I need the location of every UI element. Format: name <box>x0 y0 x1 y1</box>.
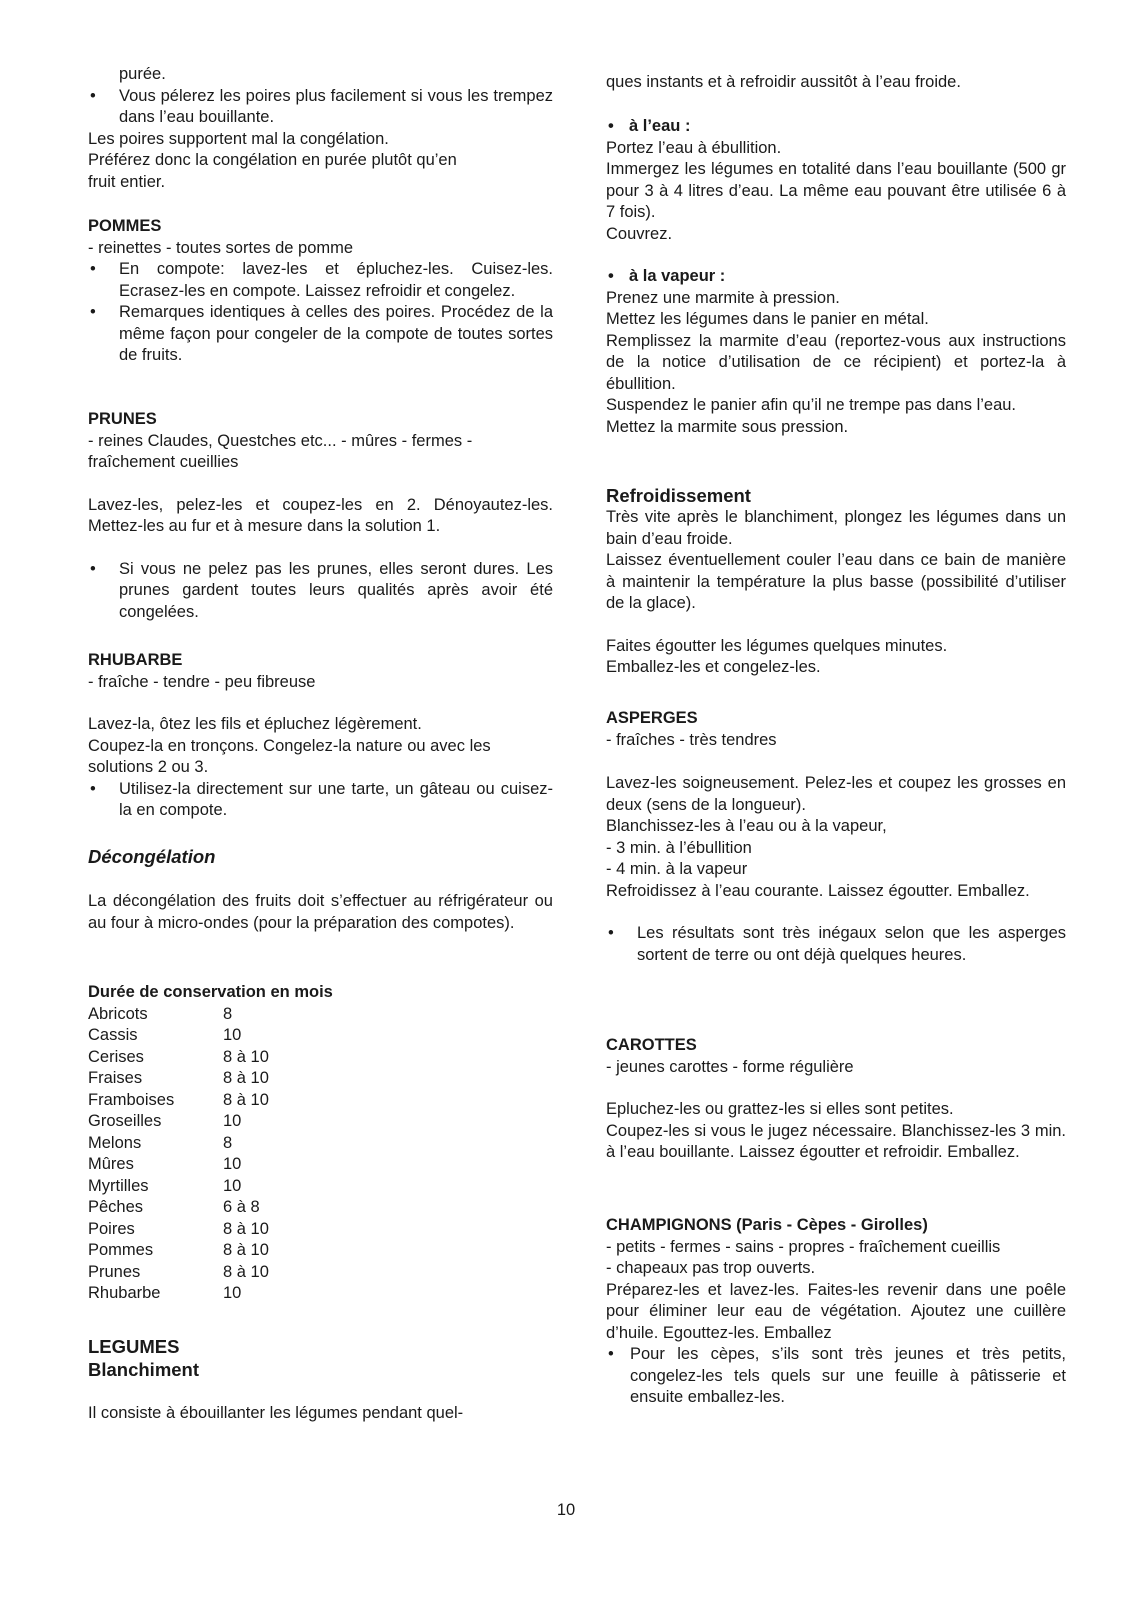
table-cell-fruit: Myrtilles <box>88 1176 149 1195</box>
table-cell-months: 10 <box>223 1176 242 1195</box>
paragraph: ques instants et à refroidir aussitôt à l’eau froide. <box>606 73 961 91</box>
table-cell-fruit: Pêches <box>88 1198 144 1216</box>
bullet-item: • Pour les cèpes, s’ils sont très jeunes et très petits, congelez-les tels quels sur une feuille à pâtisserie et ensuite emballez-les. <box>606 1344 1066 1409</box>
table-cell-fruit: Cassis <box>88 1026 138 1044</box>
subtitle: - petits - fermes - sains - propres - fraîchement cueillis <box>606 1237 1001 1256</box>
section-heading: Durée de conservation en mois <box>88 983 333 1001</box>
table-cell-months: 8 à 10 <box>223 1069 269 1087</box>
table-cell-fruit: Pommes <box>88 1241 154 1259</box>
paragraph: Coupez-les si vous le jugez nécessaire. Blanchissez-les 3 min. à l’eau bouillante. Laissez égoutter et refroidir. Emballez. <box>606 1121 1066 1161</box>
paragraph: Blanchissez-les à l’eau ou à la vapeur, <box>606 817 887 835</box>
table-cell-fruit: Groseilles <box>88 1112 162 1130</box>
table-cell-fruit: Framboises <box>88 1090 175 1109</box>
paragraph: Mettez les légumes dans le panier en métal. <box>606 310 929 328</box>
table-cell-fruit: Mûres <box>88 1155 134 1173</box>
paragraph: Il consiste à ébouillanter les légumes pendant quel- <box>88 1404 464 1422</box>
fruits-intro <box>88 64 553 193</box>
table-cell-months: 6 à 8 <box>223 1198 260 1216</box>
section-refroidissement <box>606 484 1066 679</box>
section-heading: LEGUMES <box>88 1336 180 1357</box>
paragraph: Refroidissez à l’eau courante. Laissez égoutter. Emballez. <box>606 881 1030 900</box>
paragraph: Lavez-les soigneusement. Pelez-les et coupez les grosses en deux (sens de la longueur). <box>606 774 1066 814</box>
section-heading: CHAMPIGNONS (Paris - Cèpes - Girolles) <box>606 1216 928 1234</box>
table-cell-months: 8 à 10 <box>223 1219 269 1238</box>
paragraph: Faites égoutter les légumes quelques minutes. <box>606 636 948 655</box>
section-heading: POMMES <box>88 217 162 235</box>
table-cell-months: 8 <box>223 1133 233 1152</box>
section-heading: Refroidissement <box>606 485 751 506</box>
paragraph: Portez l’eau à ébullition. <box>606 138 782 157</box>
section-heading: • à l’eau : <box>606 116 1066 138</box>
section-heading: Décongélation <box>88 846 216 867</box>
subtitle: - reines Claudes, Questches etc... - mûres - fermes - fraîchement cueillies <box>88 431 473 471</box>
page-number: 10 <box>556 1501 576 1519</box>
table-cell-months: 10 <box>223 1112 242 1130</box>
section-heading: PRUNES <box>88 410 157 428</box>
conservation-table <box>88 1004 553 1305</box>
paragraph: Laissez éventuellement couler l’eau dans ce bain de manière à maintenir la température la plus basse (possibilité d’utiliser de la glace). <box>606 551 1066 612</box>
section-carottes <box>606 1035 1066 1164</box>
paragraph: Emballez-les et congelez-les. <box>606 658 821 676</box>
table-cell-fruit: Poires <box>88 1219 135 1238</box>
paragraph: Les poires supportent mal la congélation. <box>88 129 389 148</box>
table-cell-fruit: Melons <box>88 1133 142 1152</box>
paragraph: - 3 min. à l’ébullition <box>606 838 752 857</box>
table-cell-months: 10 <box>223 1026 242 1044</box>
table-cell-months: 8 <box>223 1004 233 1023</box>
table-cell-months: 8 à 10 <box>223 1090 269 1109</box>
paragraph: Coupez-la en tronçons. Congelez-la nature ou avec les solutions 2 ou 3. <box>88 736 491 776</box>
section-legumes <box>88 1335 553 1425</box>
paragraph: La décongélation des fruits doit s’effectuer au réfrigérateur ou au four à micro-ondes (pour la préparation des compotes). <box>88 892 553 932</box>
paragraph: Lavez-les, pelez-les et coupez-les en 2. Dénoyautez-les. Mettez-les au fur et à mesure dans la solution 1. <box>88 495 553 535</box>
table-cell-months: 8 à 10 <box>223 1262 269 1281</box>
section-duree-conservation <box>88 982 553 1305</box>
table-cell-fruit: Abricots <box>88 1004 148 1023</box>
subtitle: - reinettes - toutes sortes de pomme <box>88 238 354 257</box>
bullet-item: • Utilisez-la directement sur une tarte, un gâteau ou cuisez-la en compote. <box>88 779 553 822</box>
section-prunes <box>88 409 553 623</box>
section-heading: ASPERGES <box>606 709 698 727</box>
table-cell-months: 10 <box>223 1284 242 1302</box>
subtitle: - chapeaux pas trop ouverts. <box>606 1259 816 1277</box>
section-rhubarbe <box>88 650 553 822</box>
section-a-l-eau <box>606 116 1066 245</box>
table-cell-fruit: Rhubarbe <box>88 1284 161 1302</box>
section-a-la-vapeur <box>606 266 1066 438</box>
bullet-item: • Vous pélerez les poires plus facilement si vous les trempez dans l’eau bouillante. <box>88 86 553 129</box>
bullet-item: • En compote: lavez-les et épluchez-les. Cuisez-les. Ecrasez-les en compote. Laissez refroidir et congelez. <box>88 259 553 302</box>
subsection-heading: Blanchiment <box>88 1359 200 1380</box>
paragraph: - 4 min. à la vapeur <box>606 860 748 878</box>
section-champignons <box>606 1215 1066 1409</box>
section-decongelation <box>88 845 553 934</box>
paragraph: Couvrez. <box>606 224 673 243</box>
paragraph: Suspendez le panier afin qu’il ne trempe pas dans l’eau. <box>606 396 1017 414</box>
paragraph: Mettez la marmite sous pression. <box>606 417 849 436</box>
paragraph: Très vite après le blanchiment, plongez les légumes dans un bain d’eau froide. <box>606 508 1066 548</box>
paragraph: Lavez-la, ôtez les fils et épluchez légèrement. <box>88 715 422 733</box>
paragraph: purée. <box>119 65 166 83</box>
section-heading: RHUBARBE <box>88 651 183 669</box>
subtitle: - fraîche - tendre - peu fibreuse <box>88 672 316 691</box>
paragraph: Prenez une marmite à pression. <box>606 288 840 307</box>
table-cell-months: 10 <box>223 1155 242 1173</box>
table-cell-months: 8 à 10 <box>223 1047 269 1066</box>
section-heading: • à la vapeur : <box>606 266 1066 288</box>
paragraph: Epluchez-les ou grattez-les si elles sont petites. <box>606 1100 954 1118</box>
subtitle: - fraîches - très tendres <box>606 730 777 749</box>
blanchiment-continued <box>606 72 1066 94</box>
table-cell-fruit: Prunes <box>88 1262 141 1281</box>
table-cell-months: 8 à 10 <box>223 1241 269 1259</box>
paragraph: Préférez donc la congélation en purée plutôt qu’en fruit entier. <box>88 151 457 191</box>
bullet-item: • Les résultats sont très inégaux selon que les asperges sortent de terre ou ont déjà quelques heures. <box>606 923 1066 966</box>
subtitle: - jeunes carottes - forme régulière <box>606 1057 854 1076</box>
paragraph: Remplissez la marmite d’eau (reportez-vous aux instructions de la notice d’utilisation de ce récipient) et portez-la à ébullition. <box>606 331 1066 393</box>
paragraph: Préparez-les et lavez-les. Faites-les revenir dans une poêle pour éliminer leur eau de végétation. Ajoutez une cuillère d’huile. Egouttez-les. Emballez <box>606 1280 1066 1342</box>
bullet-item: • Remarques identiques à celles des poires. Procédez de la même façon pour congeler de la compote de toutes sortes de fruits. <box>88 302 553 367</box>
table-cell-fruit: Cerises <box>88 1047 144 1066</box>
section-asperges <box>606 708 1066 966</box>
section-heading: CAROTTES <box>606 1036 697 1054</box>
table-cell-fruit: Fraises <box>88 1069 143 1087</box>
paragraph: Immergez les légumes en totalité dans l’eau bouillante (500 gr pour 3 à 4 litres d’eau. La même eau pouvant être utilisée 6 à 7 fois). <box>606 160 1066 221</box>
section-pommes <box>88 216 553 367</box>
bullet-item: • Si vous ne pelez pas les prunes, elles seront dures. Les prunes gardent toutes leurs qualités après avoir été congelées. <box>88 559 553 624</box>
